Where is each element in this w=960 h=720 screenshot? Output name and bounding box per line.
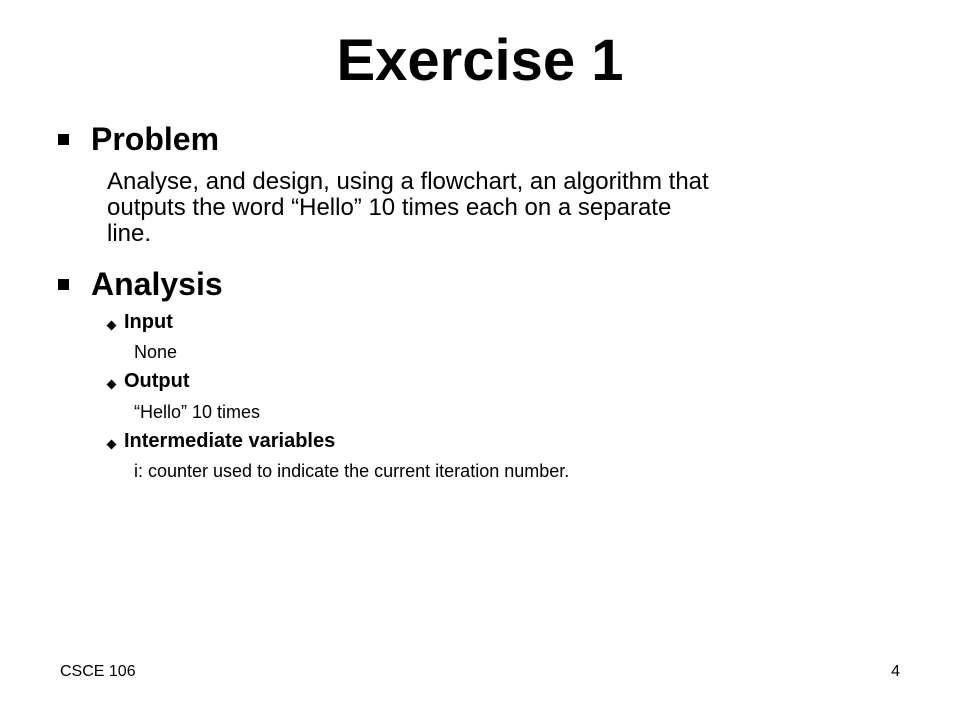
analysis-item-value: i: counter used to indicate the current iteration number. [134, 461, 570, 481]
problem-heading: Problem [91, 121, 220, 157]
problem-text-line: line. [107, 220, 152, 247]
problem-text-line: Analyse, and design, using a flowchart, an algorithm that [107, 168, 709, 195]
analysis-item-output [108, 369, 190, 393]
footer-course: CSCE 106 [60, 663, 136, 680]
problem-heading-row [56, 120, 219, 158]
analysis-item-label: Intermediate variables [124, 430, 336, 452]
square-bullet-icon [58, 134, 69, 145]
analysis-item-label: Input [124, 311, 173, 333]
slide-title: Exercise 1 [336, 28, 624, 93]
analysis-item-intermediate-variables [108, 429, 335, 453]
diamond-bullet-icon [107, 379, 117, 389]
analysis-item-input [108, 310, 173, 334]
diamond-bullet-icon [107, 439, 117, 449]
analysis-heading-row [56, 265, 223, 303]
analysis-item-value: None [134, 342, 178, 362]
problem-text [107, 169, 887, 247]
diamond-bullet-icon [107, 320, 117, 330]
problem-text-line: outputs the word “Hello” 10 times each on a separate [107, 194, 672, 221]
square-bullet-icon [58, 279, 69, 290]
footer-page-number: 4 [891, 663, 900, 680]
analysis-heading: Analysis [91, 266, 223, 302]
analysis-item-value: “Hello” 10 times [134, 402, 261, 422]
analysis-item-label: Output [124, 370, 190, 392]
